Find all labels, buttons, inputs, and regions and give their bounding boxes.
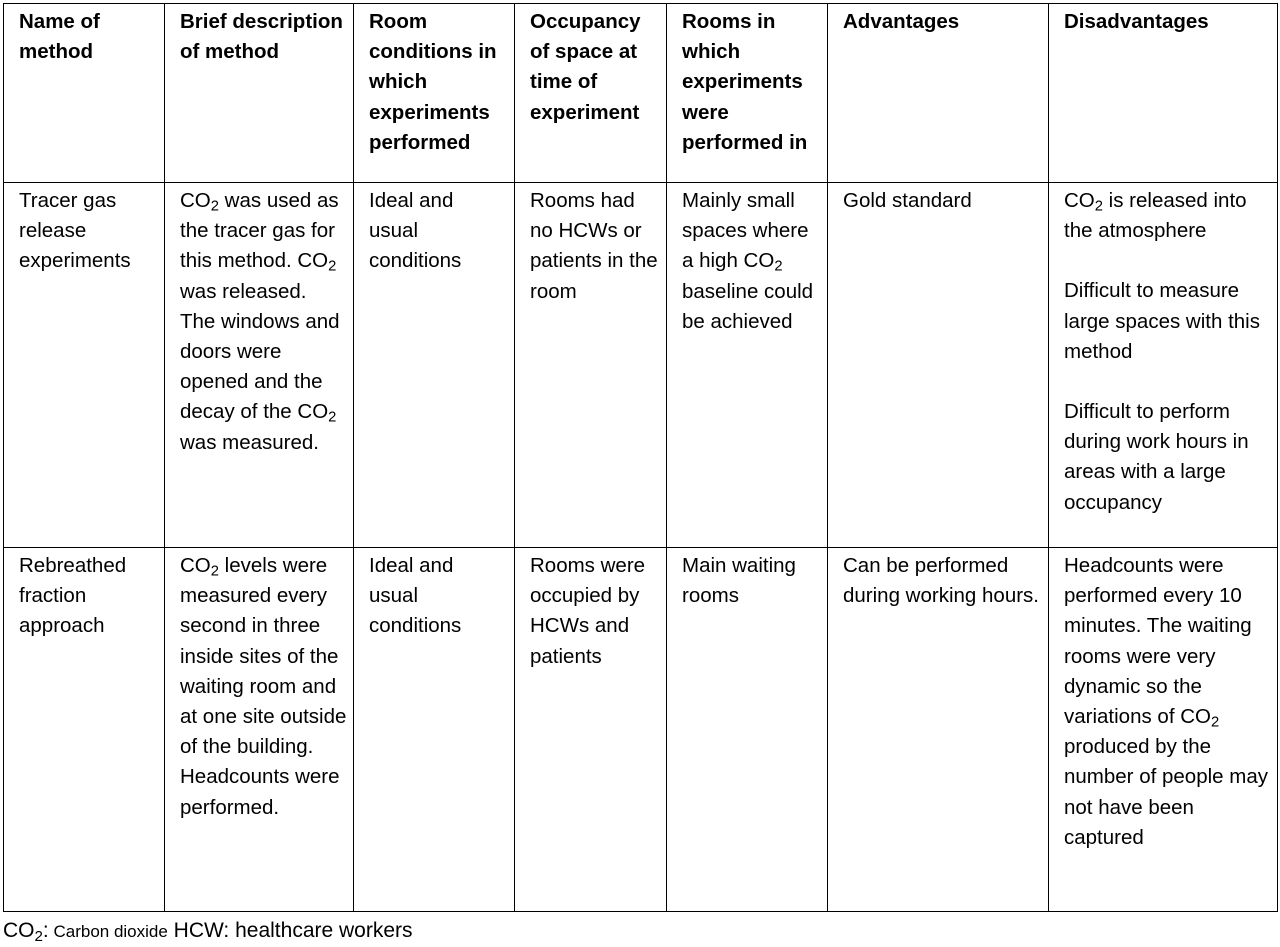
cell-advantages: Can be performed during working hours. [828, 548, 1049, 912]
table-footnote: $CO_2$: Carbon dioxide HCW: healthcare workers [3, 919, 413, 945]
header-disadvantages: Disadvantages [1049, 4, 1278, 183]
disadvantage-item: Difficult to measure large spaces with this method [1064, 279, 1260, 363]
disadvantage-item: $CO_2$ is released into the atmosphere [1064, 189, 1247, 243]
table-row-tracer-gas [4, 183, 1278, 548]
table-row-rebreathed-fraction [4, 548, 1278, 912]
cell-conditions: Ideal and usual conditions [354, 183, 515, 548]
cell-rooms: Mainly small spaces where a high $CO_2$ baseline could be achieved [667, 183, 828, 548]
header-row [4, 4, 1278, 183]
cell-occupancy: Rooms were occupied by HCWs and patients [515, 548, 667, 912]
disadvantage-item: Difficult to perform during work hours in areas with a large occupancy [1064, 400, 1249, 514]
cell-occupancy: Rooms had no HCWs or patients in the room [515, 183, 667, 548]
cell-advantages: Gold standard [828, 183, 1049, 548]
cell-rooms: Main waiting rooms [667, 548, 828, 912]
header-rooms: Rooms in which experiments were performed in [667, 4, 828, 183]
header-room-conditions: Room conditions in which experiments performed [354, 4, 515, 183]
header-occupancy: Occupancy of space at time of experiment [515, 4, 667, 183]
cell-description: $CO_2$ was used as the tracer gas for this method. $CO_2$ was released. The windows and doors were opened and the decay of the $CO_2$ was measured. [165, 183, 354, 548]
cell-method-name: Tracer gas release experiments [4, 183, 165, 548]
cell-disadvantages [1049, 183, 1278, 548]
cell-description: $CO_2$ levels were measured every second in three inside sites of the waiting room and at one site outside of the building. Headcounts were performed. [165, 548, 354, 912]
cell-method-name: Rebreathed fraction approach [4, 548, 165, 912]
cell-disadvantages: Headcounts were performed every 10 minutes. The waiting rooms were very dynamic so the variations of $CO_2$ produced by the number of people may not have been captured [1049, 548, 1278, 912]
method-comparison-table [3, 3, 1278, 912]
header-name-of-method: Name of method [4, 4, 165, 183]
header-advantages: Advantages [828, 4, 1049, 183]
header-brief-description: Brief description of method [165, 4, 354, 183]
cell-conditions: Ideal and usual conditions [354, 548, 515, 912]
